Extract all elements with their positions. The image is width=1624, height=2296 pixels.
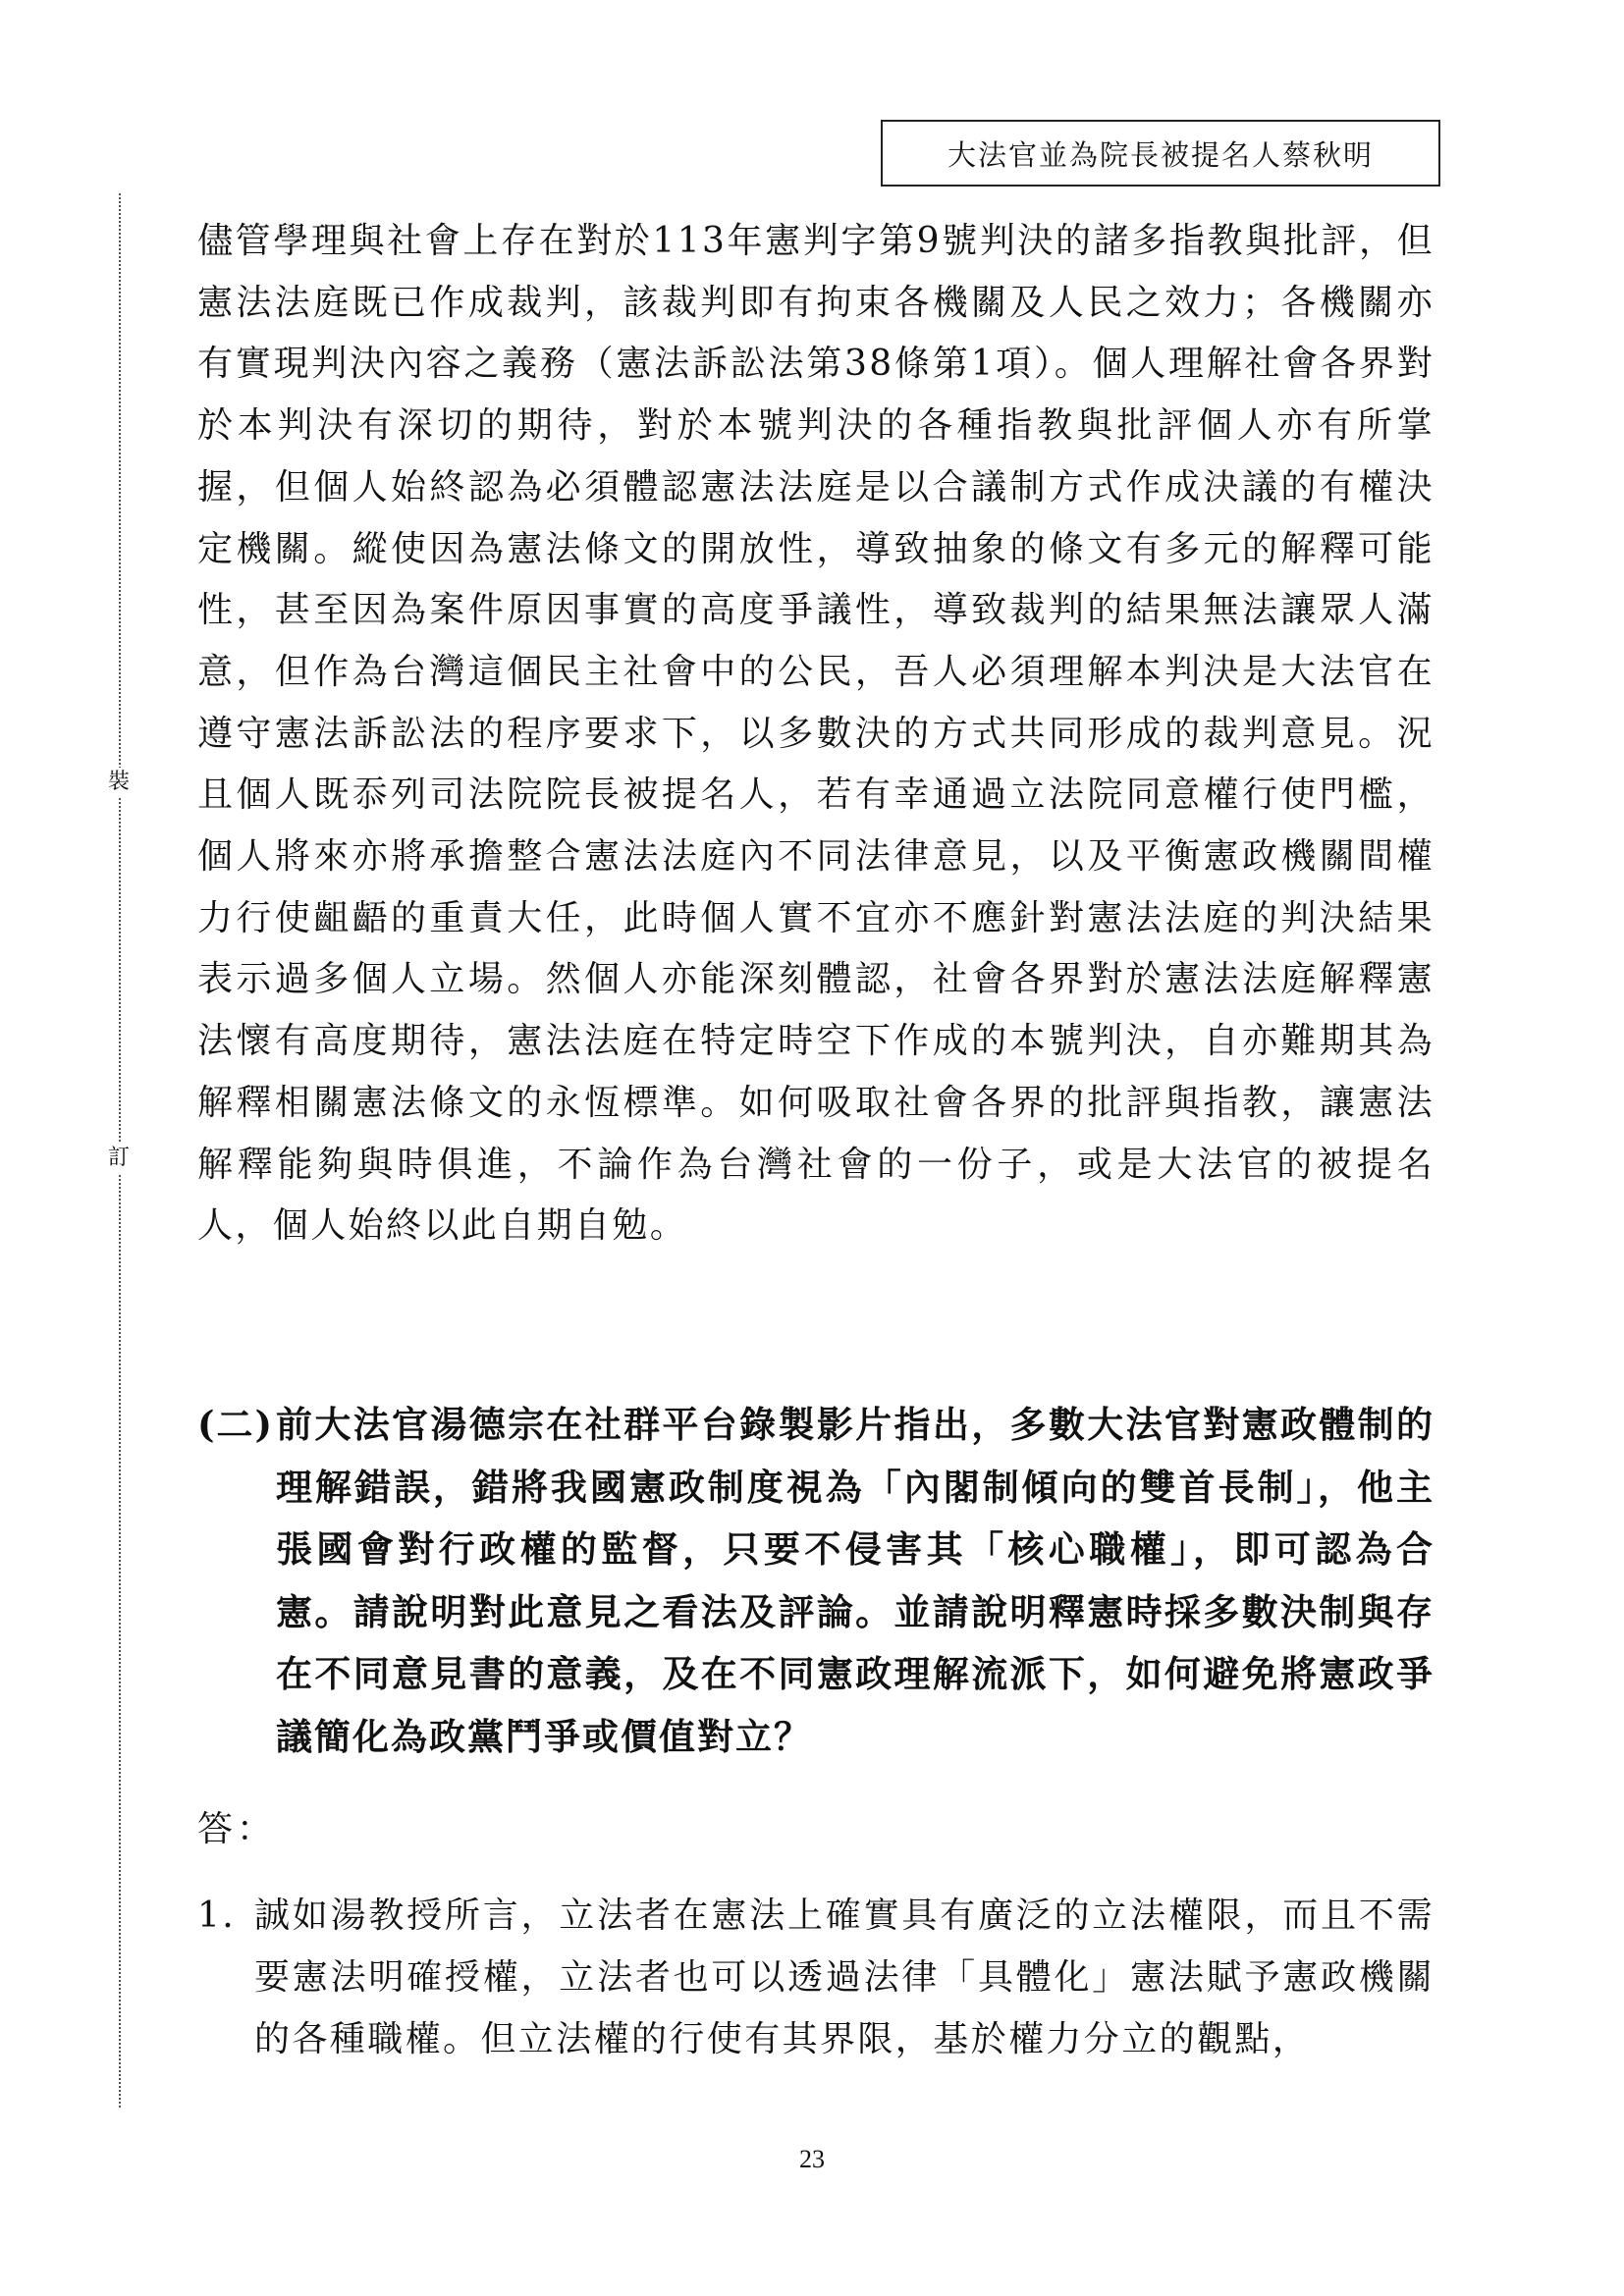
binding-mark-top: 裝: [104, 768, 134, 797]
binding-mark-bottom: 訂: [104, 1144, 134, 1173]
list-item-number: 1.: [197, 1896, 237, 1936]
question-block: [197, 1394, 1435, 1768]
answer-label: 答：: [197, 1809, 277, 1849]
question-label: (二): [197, 1403, 275, 1446]
list-item: [197, 1885, 1435, 2070]
body-paragraph: 儘管學理與社會上存在對於113年憲判字第9號判決的諸多指教與批評，但憲法法庭既已作成裁判，該裁判即有拘束各機關及人民之效力；各機關亦有實現判決內容之義務（憲法訴訟法第38條第1項）。個人理解社會各界對於本判決有深切的期待，對於本號判決的各種指教與批評個人亦有所掌握，但個人始終認為必須體認憲法法庭是以合議制方式作成決議的有權決定機關。縱使因為憲法條文的開放性，導致抽象的條文有多元的解釋可能性，甚至因為案件原因事實的高度爭議性，導致裁判的結果無法讓眾人滿意，但作為台灣這個民主社會中的公民，吾人必須理解本判決是大法官在遵守憲法訴訟法的程序要求下，以多數決的方式共同形成的裁判意見。況且個人既忝列司法院院長被提名人，若有幸通過立法院同意權行使門檻，個人將來亦將承擔整合憲法法庭內不同法律意見，以及平衡憲政機關間權力行使齟齬的重責大任，此時個人實不宜亦不應針對憲法法庭的判決結果表示過多個人立場。然個人亦能深刻體認，社會各界對於憲法法庭解釋憲法懷有高度期待，憲法法庭在特定時空下作成的本號判決，自亦難期其為解釋相關憲法條文的永恆標準。如何吸取社會各界的批評與指教，讓憲法解釋能夠與時俱進，不論作為台灣社會的一份子，或是大法官的被提名人，個人始終以此自期自勉。: [197, 221, 1435, 1247]
page-number: 23: [799, 2145, 825, 2173]
nominee-header-label: 大法官並為院長被提名人蔡秋明: [947, 137, 1374, 172]
list-item-text: 誠如湯教授所言，立法者在憲法上確實具有廣泛的立法權限，而且不需要憲法明確授權，立法者也可以透過法律「具體化」憲法賦予憲政機關的各種職權。但立法權的行使有其界限，基於權力分立的觀點，: [254, 1896, 1435, 2059]
nominee-header-box: [881, 120, 1440, 187]
question-text: 前大法官湯德宗在社群平台錄製影片指出，多數大法官對憲政體制的理解錯誤，錯將我國憲政制度視為「內閣制傾向的雙首長制」，他主張國會對行政權的監督，只要不侵害其「核心職權」，即可認為合憲。請說明對此意見之看法及評論。並請說明釋憲時採多數決制與存在不同意見書的意義，及在不同憲政理解流派下，如何避免將憲政爭議簡化為政黨鬥爭或價值對立？: [276, 1403, 1435, 1758]
body-paragraph-block: [197, 211, 1435, 1257]
